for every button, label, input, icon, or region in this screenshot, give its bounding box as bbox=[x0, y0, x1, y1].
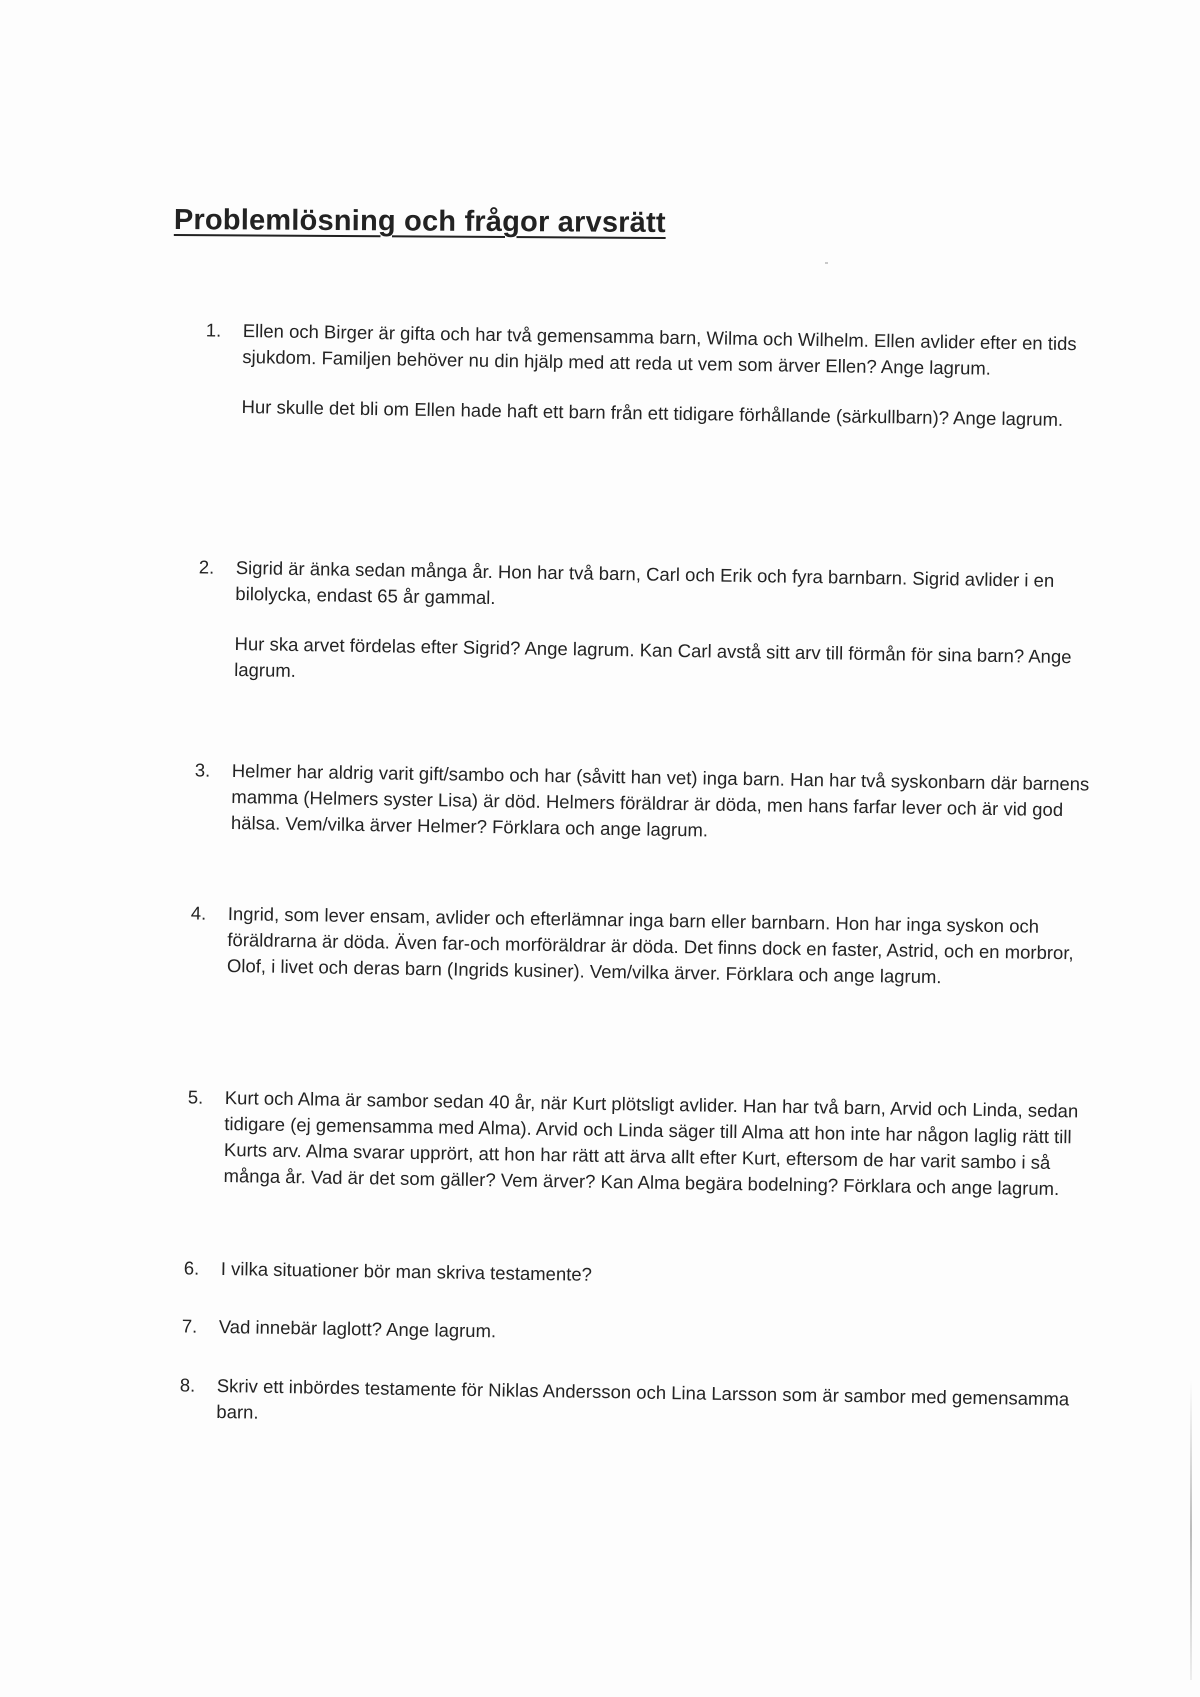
question-followup-text: Hur skulle det bli om Ellen hade haft ett barn från ett tidigare förhållande (särkullbarn)? Ange lagrum. bbox=[241, 395, 1064, 430]
question-number: 4. bbox=[190, 902, 207, 924]
question-2 bbox=[198, 555, 1096, 696]
question-8 bbox=[179, 1373, 1077, 1439]
question-number: 7. bbox=[181, 1315, 198, 1337]
question-7 bbox=[181, 1314, 1079, 1354]
scan-speck bbox=[825, 262, 828, 264]
question-text: Vad innebär laglott? Ange lagrum. bbox=[218, 1315, 497, 1342]
question-number: 6. bbox=[183, 1257, 200, 1279]
question-number: 1. bbox=[205, 319, 222, 341]
question-text: Kurt och Alma är sambor sedan 40 år, när Kurt plötsligt avlider. Han har två barn, Arvid och Linda, sedan tidigare (ej gemensamma med Alma). Arvid och Linda säger till Alma att hon inte har någon laglig rätt till Kurts arv. Alma svarar upprört, att hon har rätt att ärva allt efter Kurt, eftersom de har varit sambo i så många år. Vad är det som gäller? Vem ärver? Kan Alma begära bodelning? Förklara och ange lagrum. bbox=[223, 1086, 1079, 1200]
question-text: I vilka situationer bör man skriva testamente? bbox=[220, 1257, 593, 1285]
question-text: Ellen och Birger är gifta och har två gemensamma barn, Wilma och Wilhelm. Ellen avlider efter en tids sjukdom. Familjen behöver nu din hjälp med att reda ut vem som ärver Ellen? Ange lagrum. bbox=[242, 319, 1077, 379]
question-number: 8. bbox=[179, 1374, 196, 1396]
question-6 bbox=[183, 1256, 1081, 1296]
question-5 bbox=[187, 1085, 1085, 1202]
question-3 bbox=[194, 758, 1092, 849]
question-text: Helmer har aldrig varit gift/sambo och har (såvitt han vet) inga barn. Han har två syskonbarn där barnens mamma (Helmers syster Lisa) är död. Helmers föräldrar är döda, men hans farfar lever och är vid god hälsa. Vem/vilka ärver Helmer? Förklara och ange lagrum. bbox=[230, 759, 1090, 841]
question-number: 5. bbox=[187, 1086, 204, 1108]
question-text: Ingrid, som lever ensam, avlider och efterlämnar inga barn eller barnbarn. Hon har inga syskon och föräldrarna är döda. Även far-och morföräldrar är döda. Det finns dock en faster, Astrid, och en morbror, Olof, i livet och deras barn (Ingrids kusiner). Vem/vilka ärver. Förklara och ange lagrum. bbox=[226, 902, 1074, 988]
scan-edge-line bbox=[1190, 1380, 1192, 1680]
question-text: Sigrid är änka sedan många år. Hon har två barn, Carl och Erik och fyra barnbarn. Sigrid avlider i en bilolycka, endast 65 år gammal. bbox=[235, 556, 1055, 609]
question-number: 2. bbox=[198, 556, 215, 578]
page-title: Problemlösning och frågor arvsrätt bbox=[173, 204, 666, 240]
question-4 bbox=[190, 901, 1088, 992]
question-1 bbox=[205, 318, 1102, 433]
question-number: 3. bbox=[194, 759, 211, 781]
question-followup-text: Hur ska arvet fördelas efter Sigrid? Ange lagrum. Kan Carl avstå sitt arv till förmån för sina barn? Ange lagrum. bbox=[234, 632, 1072, 681]
question-text: Skriv ett inbördes testamente för Niklas Andersson och Lina Larsson som är sambor med gemensamma barn. bbox=[216, 1374, 1070, 1423]
